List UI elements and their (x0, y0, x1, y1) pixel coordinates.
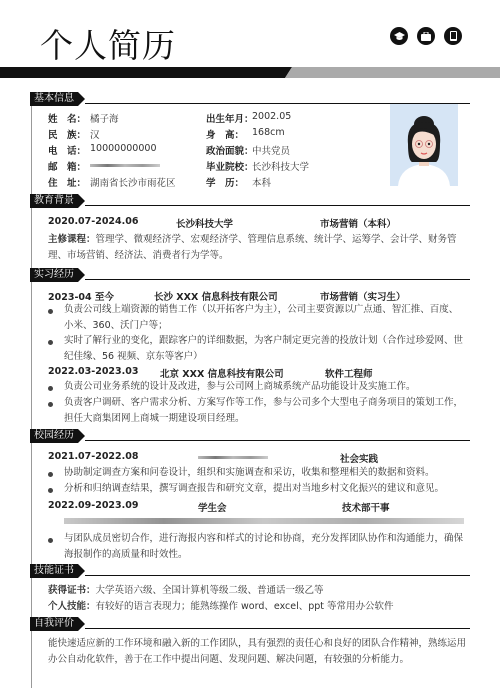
section-campus (30, 429, 470, 443)
exp-item: 负责公司业务系统的设计及改进，参与公司网上商城系统产品功能设计及实施工作。 (64, 381, 416, 392)
section-rule (85, 575, 470, 576)
courses-text: 管理学、微观经济学、宏观经济学、管理信息系统、统计学、运筹学、会计学、财务管理、市场营销、经济法、消费者行为学等。 (48, 234, 457, 261)
exp-item: 负责公司线上端资源的销售工作（以开拓客户为主），公司主要资源以广点通、智汇推、百度、小米、360、沃门户等； (64, 304, 459, 331)
politics-value: 中共党员 (252, 146, 291, 157)
page-title: 个人简历 (40, 26, 176, 65)
exp-item: 负责客户调研、客户需求分析、方案写作等工作，参与公司多个大型电子商务项目的策划工作，担任大商集团网上商城一期建设项目经理。 (64, 397, 464, 424)
name-value: 橘子海 (90, 114, 119, 125)
section-skills (30, 564, 470, 578)
section-rule (85, 628, 470, 629)
phone-icon (444, 27, 462, 45)
section-rule (85, 440, 470, 441)
phone-value: 10000000000 (90, 143, 157, 154)
section-rule (85, 279, 470, 280)
briefcase-icon (417, 27, 435, 45)
section-title: 教育背景 (30, 194, 78, 208)
section-title: 校园经历 (30, 429, 78, 443)
section-title: 技能证书 (30, 564, 78, 578)
exp-role: 市场营销（实习生） (320, 292, 406, 303)
exp-date: 2022.03-2023.03 (48, 366, 139, 377)
section-rule (85, 205, 470, 206)
avatar (390, 104, 458, 186)
redacted-strip (64, 518, 464, 524)
campus-date: 2022.09-2023.09 (48, 500, 139, 511)
graduation-cap-icon (390, 27, 408, 45)
cert-text: 大学英语六级、全国计算机等级二级、普通话一级乙等 (95, 585, 324, 596)
school-value: 长沙科技大学 (252, 162, 310, 173)
campus-org: 学生会 (198, 503, 227, 514)
address-value: 湖南省长沙市雨花区 (90, 178, 176, 189)
section-title: 实习经历 (30, 268, 78, 282)
header-icons (390, 27, 462, 45)
campus-item: 协助制定调查方案和问卷设计，组织和实施调查和采访，收集和整理相关的数据和资料。 (64, 467, 435, 478)
bullet-dot (48, 309, 53, 314)
campus-org-redacted (198, 456, 268, 459)
bullet-dot (48, 472, 53, 477)
section-experience (30, 268, 470, 282)
skills-cert (48, 583, 468, 599)
skills-personal (48, 599, 468, 615)
school-label: 毕业院校： (206, 162, 254, 173)
birth-value: 2002.05 (252, 111, 292, 122)
campus-item: 分析和归纳调查结果，撰写调查报告和研究文章，提出对当地乡村文化振兴的建议和意见。 (64, 483, 445, 494)
section-self (30, 617, 470, 631)
name-label: 姓 名： (48, 114, 87, 125)
height-value: 168cm (252, 127, 285, 138)
degree-label: 学 历： (206, 178, 245, 189)
campus-date: 2021.07-2022.08 (48, 451, 139, 462)
exp-company: 北京 XXX 信息科技有限公司 (160, 369, 284, 380)
exp-role: 软件工程师 (325, 369, 373, 380)
edu-courses (48, 232, 464, 263)
bullet-dot (48, 488, 53, 493)
edu-school: 长沙科技大学 (176, 219, 234, 230)
bullet-dot (48, 538, 53, 543)
campus-item: 与团队成员密切合作，进行海报内容和样式的讨论和协商，充分发挥团队协作和沟通能力，确保海报制作的高质量和时效性。 (64, 533, 464, 560)
section-title: 自我评价 (30, 617, 78, 631)
section-title: 基本信息 (30, 92, 78, 106)
section-education (30, 194, 470, 208)
edu-date: 2020.07-2024.06 (48, 216, 139, 227)
skill-label: 个人技能： (48, 601, 96, 612)
courses-label: 主修课程： (48, 234, 96, 245)
phone-label: 电 话： (48, 146, 87, 157)
campus-role: 社会实践 (340, 454, 379, 465)
height-label: 身 高： (206, 130, 245, 141)
ethnic-value: 汉 (90, 130, 100, 141)
exp-date: 2023-04 至今 (48, 292, 114, 303)
exp-item: 实时了解行业的变化，跟踪客户的详细数据，为客户制定更完善的投放计划（合作过珍爱网、世纪佳缘、56 视频、京东等客户） (64, 335, 464, 362)
birth-label: 出生年月： (206, 114, 254, 125)
timeline-line (31, 96, 32, 688)
email-value-redacted (90, 164, 160, 167)
degree-value: 本科 (252, 178, 272, 189)
address-label: 住 址： (48, 178, 87, 189)
edu-major: 市场营销（本科） (320, 219, 397, 230)
exp-company: 长沙 XXX 信息科技有限公司 (154, 292, 278, 303)
cert-label: 获得证书： (48, 585, 96, 596)
self-evaluation: 能快速适应新的工作环境和融入新的工作团队，具有强烈的责任心和良好的团队合作精神，熟练运用办公自动化软件，善于在工作中提出问题、发现问题、解决问题，有较强的分析能力。 (48, 638, 467, 665)
skill-text: 有较好的语言表现力；能熟练操作 word、excel、ppt 等常用办公软件 (95, 601, 394, 612)
bullet-dot (48, 386, 53, 391)
bullet-dot (48, 402, 53, 407)
email-label: 邮 箱： (48, 162, 87, 173)
politics-label: 政治面貌： (206, 146, 254, 157)
ethnic-label: 民 族： (48, 130, 87, 141)
header-band (0, 67, 500, 78)
campus-role: 技术部干事 (342, 503, 390, 514)
bullet-dot (48, 340, 53, 345)
